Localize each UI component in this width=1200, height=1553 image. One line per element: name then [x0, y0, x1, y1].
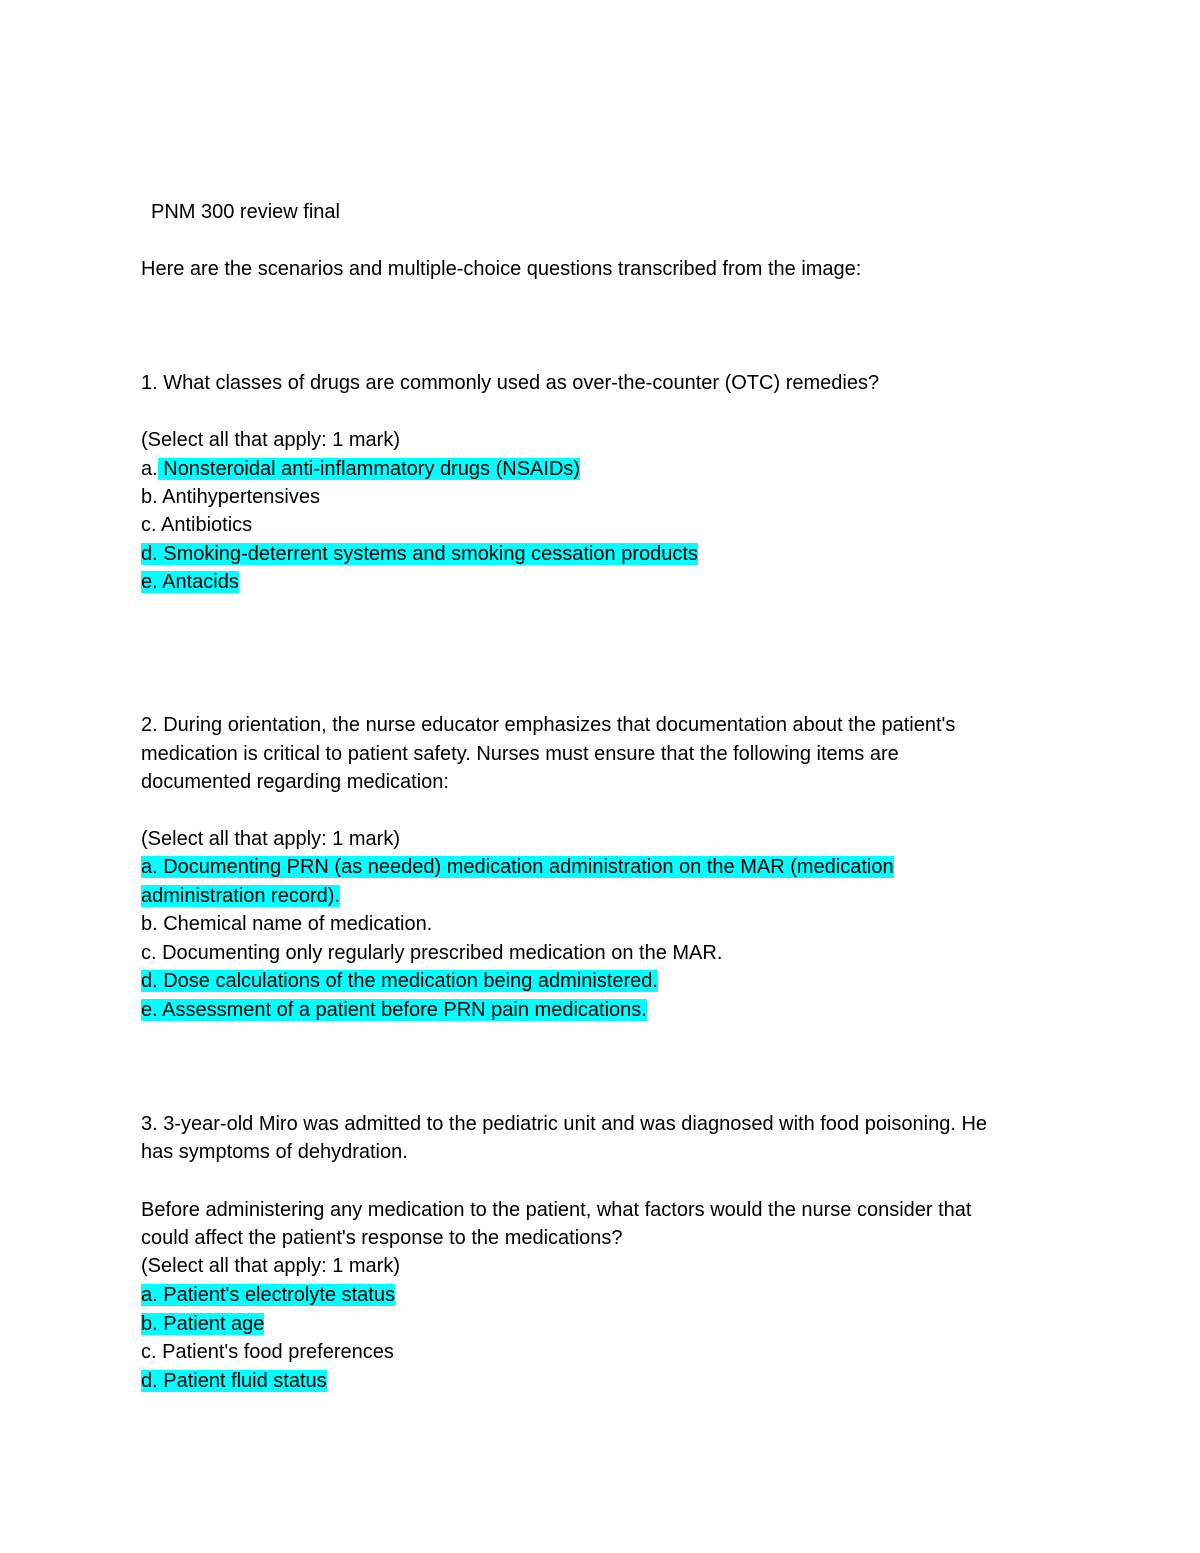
- question-1-stem: 1. What classes of drugs are commonly used as over-the-counter (OTC) remedies?: [141, 372, 880, 394]
- question-1-option-d: [141, 540, 698, 568]
- question-2-option-b: b. Chemical name of medication.: [141, 913, 433, 935]
- question-2-stem-line-2: medication is critical to patient safety. Nurses must ensure that the following items are: [141, 743, 899, 765]
- question-2-stem-line-3: documented regarding medication:: [141, 771, 449, 793]
- answer-highlight: b. Patient age: [141, 1313, 265, 1335]
- answer-highlight: d. Dose calculations of the medication being administered.: [141, 970, 658, 992]
- question-2-option-c: c. Documenting only regularly prescribed medication on the MAR.: [141, 942, 723, 964]
- question-2-instruction: (Select all that apply: 1 mark): [141, 828, 400, 850]
- intro-text: Here are the scenarios and multiple-choice questions transcribed from the image:: [141, 258, 862, 280]
- question-1-option-e: [141, 568, 239, 596]
- question-3-stem-line-1: 3. 3-year-old Miro was admitted to the pediatric unit and was diagnosed with food poisoning. He: [141, 1113, 988, 1135]
- answer-highlight: Nonsteroidal anti-inflammatory drugs (NSAIDs): [157, 458, 581, 480]
- answer-highlight: administration record).: [141, 885, 340, 907]
- question-3-instruction: (Select all that apply: 1 mark): [141, 1255, 400, 1277]
- document-title: PNM 300 review final: [151, 201, 340, 223]
- question-2-stem-line-1: 2. During orientation, the nurse educator emphasizes that documentation about the patient's: [141, 714, 956, 736]
- question-1-option-a: [141, 455, 580, 483]
- question-3-option-c: c. Patient's food preferences: [141, 1341, 394, 1363]
- answer-highlight: a. Patient's electrolyte status: [141, 1284, 395, 1306]
- question-2-option-e: [141, 996, 647, 1024]
- answer-highlight: d. Smoking-deterrent systems and smoking cessation products: [141, 543, 698, 565]
- question-2-option-d: [141, 967, 658, 995]
- question-3-stem-line-2: has symptoms of dehydration.: [141, 1141, 408, 1163]
- question-3-prompt-line-2: could affect the patient's response to the medications?: [141, 1227, 623, 1249]
- question-3-prompt-line-1: Before administering any medication to the patient, what factors would the nurse consider that: [141, 1199, 972, 1221]
- question-2-option-a-line-2: [141, 882, 340, 910]
- option-prefix: a.: [141, 458, 158, 480]
- question-1-option-c: c. Antibiotics: [141, 514, 253, 536]
- question-3-option-d: [141, 1367, 327, 1395]
- question-1-option-b: b. Antihypertensives: [141, 486, 320, 508]
- question-3-option-a: [141, 1281, 395, 1309]
- answer-highlight: d. Patient fluid status: [141, 1370, 327, 1392]
- question-1-instruction: (Select all that apply: 1 mark): [141, 429, 400, 451]
- answer-highlight: a. Documenting PRN (as needed) medication administration on the MAR (medication: [141, 856, 894, 878]
- answer-highlight: e. Assessment of a patient before PRN pain medications.: [141, 999, 647, 1021]
- question-3-option-b: [141, 1310, 264, 1338]
- question-2-option-a-line-1: [141, 853, 894, 881]
- answer-highlight: e. Antacids: [141, 571, 239, 593]
